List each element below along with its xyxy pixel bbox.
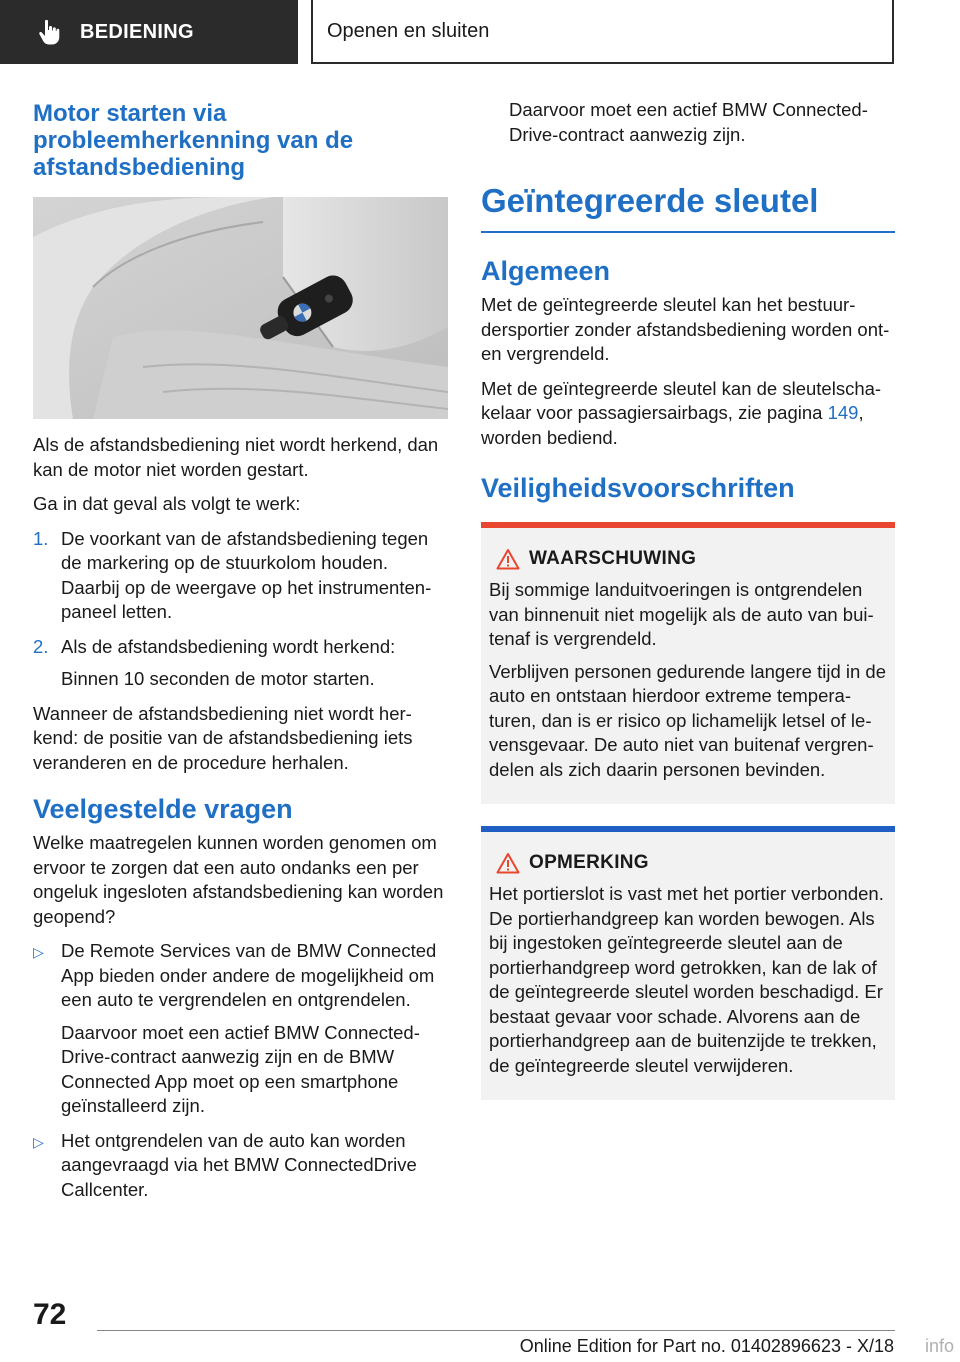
warning-title: WAARSCHUWING — [529, 548, 697, 569]
warning-text-1: Bij sommige landuitvoeringen is ontgrendelen van binnenuit niet mogelijk als de auto van buitenaf is vergrendeld. — [489, 579, 874, 649]
warning-triangle-icon — [489, 548, 527, 570]
paragraph-continued: Daarvoor moet een actief BMW ConnectedDrive-contract aanwezig zijn. — [509, 99, 868, 145]
general-heading: Algemeen — [481, 256, 611, 286]
watermark: info — [924, 1336, 954, 1356]
page-number: 72 — [33, 1298, 67, 1331]
hand-pointer-icon — [34, 17, 64, 47]
note-box — [481, 826, 895, 1100]
footer-divider — [97, 1330, 895, 1331]
faq-heading: Veelgestelde vragen — [33, 794, 293, 824]
left-column — [33, 100, 448, 1212]
paragraph-general-2: Met de geïntegreerde sleutel kan de sleutelschakelaar voor passagiersairbags, zie pagina 149, worden bediend. — [481, 377, 882, 448]
page-header — [311, 0, 894, 64]
bullet-subtext: Daarvoor moet een actief BMW ConnectedDrive-contract aanwezig zijn en de BMW Connected App moet op een smartphone geïnstalleerd zijn. — [61, 1021, 420, 1116]
section-heading-remote-start: Motor starten via probleemherkenning van de afstandsbediening — [33, 100, 354, 181]
page-link-149[interactable]: 149 — [827, 402, 859, 423]
bullet-text: De Remote Services van de BMW Connected App bieden onder andere de mogelijkheid om een auto te vergrendelen en ontgrendelen. — [61, 940, 437, 1010]
list-item — [33, 635, 448, 692]
paragraph-general-1: Met de geïntegreerde sleutel kan het bestuurdersportier zonder afstandsbediening worden ont- en vergrendeld. — [481, 294, 890, 364]
steering-column-key-illustration — [33, 197, 448, 419]
step-number: 1. — [33, 527, 49, 549]
list-item — [33, 527, 448, 625]
page-title: Openen en sluiten — [327, 19, 490, 42]
step-list — [33, 527, 448, 692]
list-item — [33, 1129, 448, 1203]
bullet-text: Het ontgrendelen van de auto kan worden aangevraagd via het BMW ConnectedDrive Callcenter. — [61, 1129, 417, 1200]
triangle-bullet-icon: ▷ — [33, 1133, 44, 1150]
chapter-tab — [0, 0, 298, 64]
paragraph-procedure-intro: Ga in dat geval als volgt te werk: — [33, 493, 301, 514]
warning-text-2: Verblijven personen gedurende langere tijd in de auto en ontstaan hierdoor extreme temperaturen, dan is er risico op lichamelijk letsel of levensgevaar. De auto niet van buitenaf vergrendelen als zich daarin personen bevinden. — [489, 660, 887, 780]
note-text: Het portierslot is vast met het portier verbonden. De portierhandgreep kan worden bewogen. Als bij ingestoken geïntegreerde sleutel aan de portierhandgreep word getrokken, kan de lak of de geïntegreerde sleutel worden beschadigd. Er bestaat gevaar voor schade. Alvorens aan de portierhandgreep aan de buitenzijde te trekken, de geïntegreerde sleutel verwijderen. — [489, 883, 884, 1076]
list-item — [33, 939, 448, 1119]
edition-text: Online Edition for Part no. 01402896623 - X/18 — [519, 1336, 894, 1356]
warning-triangle-icon — [489, 852, 527, 874]
step-text: Als de afstandsbediening wordt herkend: — [61, 635, 396, 657]
safety-heading: Veiligheidsvoorschriften — [481, 473, 795, 503]
paragraph-retry: Wanneer de afstandsbediening niet wordt herkend: de positie van de afstandsbediening iets veranderen en de procedure herhalen. — [33, 702, 413, 773]
chapter-label: BEDIENING — [80, 20, 194, 43]
step-number: 2. — [33, 635, 49, 657]
note-title: OPMERKING — [529, 852, 649, 873]
warning-box — [481, 522, 895, 804]
step-text: De voorkant van de afstandsbediening tegen de markering op de stuurkolom houden. Daarbij op de weergave op het instrumentenpaneel letten. — [61, 527, 432, 622]
heading-divider — [481, 231, 895, 233]
main-heading-integrated-key: Geïntegreerde sleutel — [481, 182, 819, 219]
faq-question: Welke maatregelen kunnen worden genomen om ervoor te zorgen dat een auto ondanks een per ongeluk ingesloten afstandsbediening kan worden geopend? — [33, 832, 444, 927]
right-column — [481, 98, 895, 1112]
paragraph-not-recognized: Als de afstandsbediening niet wordt herkend, dan kan de motor niet worden gestart. — [33, 434, 439, 480]
triangle-bullet-icon: ▷ — [33, 944, 44, 960]
step-subtext: Binnen 10 seconden de motor starten. — [61, 668, 375, 689]
faq-answer-list — [33, 939, 448, 1202]
